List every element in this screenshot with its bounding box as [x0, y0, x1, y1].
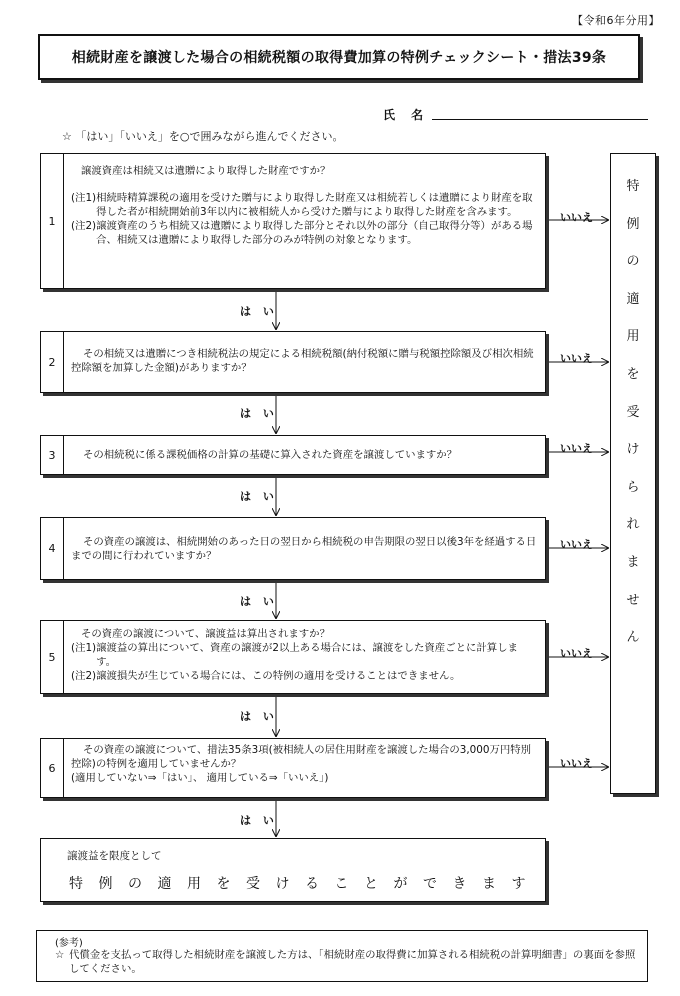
result-note: 譲渡益を限度として — [67, 850, 162, 862]
no-label-6[interactable]: いいえ — [560, 757, 593, 770]
page-title: 相続財産を譲渡した場合の相続税額の取得費加算の特例チェックシート・措法39条 — [38, 34, 640, 80]
no-label-3[interactable]: いいえ — [560, 442, 593, 455]
step-number: 4 — [41, 518, 64, 579]
not-applicable-char: 受 — [626, 404, 640, 420]
step-question: 譲渡資産は相続又は遺贈により取得した財産ですか？ — [81, 165, 331, 177]
not-applicable-char: の — [626, 254, 640, 270]
instruction-text: ☆ 「はい」「いいえ」を○で囲みながら進んでください。 — [62, 130, 344, 143]
not-applicable-char: ん — [626, 630, 640, 646]
star-icon: ☆ — [55, 949, 65, 961]
step-question: その資産の譲渡は、相続開始のあった日の翌日から相続税の申告期限の翌日以後3年を経過する日までの間に行われていますか？ — [71, 536, 537, 562]
not-applicable-char: ま — [626, 554, 640, 570]
step-note — [71, 771, 537, 785]
not-applicable-char: を — [626, 366, 640, 382]
not-applicable-char: け — [626, 442, 640, 458]
note-label: (注1) — [71, 642, 97, 654]
no-label-4[interactable]: いいえ — [560, 538, 593, 551]
yes-label-5[interactable]: は い — [240, 710, 278, 723]
reference-title: (参考) — [55, 938, 83, 949]
step-note — [71, 219, 537, 247]
step-number: 5 — [41, 621, 64, 693]
step-question: その相続税に係る課税価格の計算の基礎に算入された資産を譲渡していますか？ — [83, 449, 458, 461]
name-label: 氏 名 — [383, 108, 430, 122]
no-label-2[interactable]: いいえ — [560, 352, 593, 365]
not-applicable-char: 例 — [626, 216, 640, 232]
step-box-1 — [40, 153, 546, 289]
no-label-5[interactable]: いいえ — [560, 647, 593, 660]
yes-label-4[interactable]: は い — [240, 595, 278, 608]
year-tag: 【令和6年分用】 — [572, 14, 660, 27]
result-statement: 特例の適用を受けることができます — [69, 876, 541, 892]
step-note — [71, 641, 537, 669]
result-box — [40, 838, 546, 902]
step-number: 3 — [41, 436, 64, 474]
note-text: (適用していない⇒「はい」、 適用している⇒「いいえ」) — [71, 772, 329, 784]
reference-text — [55, 948, 637, 976]
note-text: 譲渡益の算出について、資産の譲渡が2以上ある場合には、譲渡をした資産ごとに計算します。 — [96, 642, 518, 668]
yes-label-6[interactable]: は い — [240, 814, 278, 827]
not-applicable-char: 適 — [626, 291, 640, 307]
note-text: 相続時精算課税の適用を受けた贈与により取得した財産又は相続若しくは遺贈により財産を取得した者が相続開始前3年以内に被相続人から受けた贈与により取得した財産を含みます。 — [96, 192, 533, 218]
no-label-1[interactable]: いいえ — [560, 211, 593, 224]
not-applicable-char: ら — [626, 479, 640, 495]
note-label: (注2) — [71, 670, 97, 682]
step-box-3 — [40, 435, 546, 475]
step-number: 6 — [41, 739, 64, 797]
step-box-2 — [40, 331, 546, 393]
not-applicable-char: 特 — [626, 179, 640, 194]
not-applicable-char: せ — [626, 592, 640, 608]
not-applicable-char: 用 — [626, 329, 640, 345]
yes-label-2[interactable]: は い — [240, 407, 278, 420]
reference-body: 代償金を支払って取得した相続財産を譲渡した方は、「相続財産の取得費に加算される相続税の計算明細書」の裏面を参照してください。 — [69, 949, 636, 975]
step-note — [71, 669, 537, 683]
step-number: 1 — [41, 154, 64, 288]
step-question: その資産の譲渡について、措法35条3項(被相続人の居住用財産を譲渡した場合の3,000万円特別控除)の特例を適用していませんか？ — [71, 744, 532, 770]
note-text: 譲渡損失が生じている場合には、この特例の適用を受けることはできません。 — [96, 670, 461, 682]
yes-label-1[interactable]: は い — [240, 305, 278, 318]
note-text: 譲渡資産のうち相続又は遺贈により取得した部分とそれ以外の部分（自己取得分等）がある場合、相続又は遺贈により取得した部分のみが特例の対象となります。 — [96, 220, 533, 246]
step-note — [71, 191, 537, 219]
not-applicable-text — [611, 180, 655, 669]
step-box-4 — [40, 517, 546, 580]
yes-label-3[interactable]: は い — [240, 490, 278, 503]
step-question: その資産の譲渡について、譲渡益は算出されますか？ — [81, 628, 330, 640]
note-label: (注1) — [71, 192, 97, 204]
not-applicable-box — [610, 153, 656, 794]
step-box-5 — [40, 620, 546, 694]
reference-box — [36, 930, 648, 982]
step-question: その相続又は遺贈につき相続税法の規定による相続税額(納付税額に贈与税額控除額及び相次相続控除額を加算した金額)がありますか？ — [71, 348, 534, 374]
step-box-6 — [40, 738, 546, 798]
note-label: (注2) — [71, 220, 97, 232]
step-number: 2 — [41, 332, 64, 392]
not-applicable-char: れ — [626, 517, 640, 533]
